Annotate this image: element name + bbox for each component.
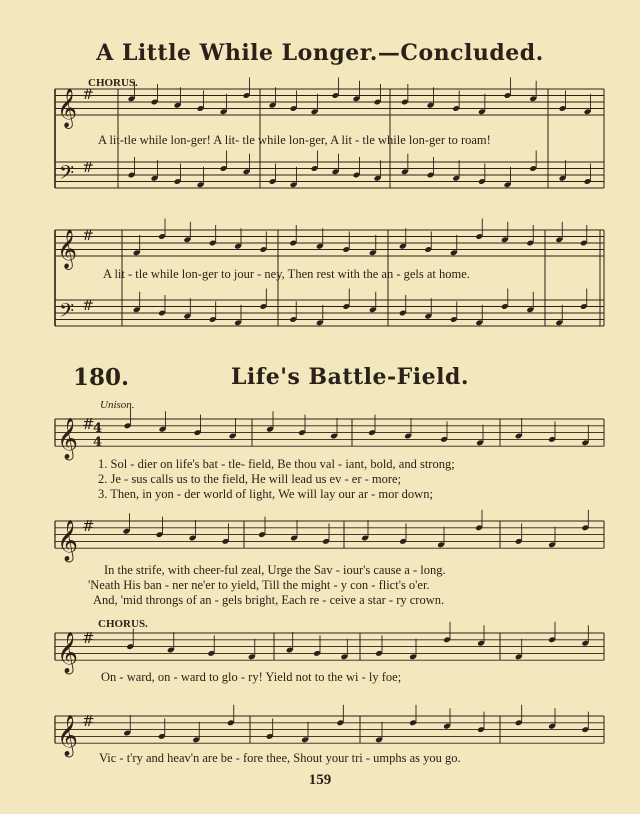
time-signature-icon: 4 (93, 421, 103, 436)
sharp-icon: # (82, 159, 94, 176)
bass-clef-icon: 𝄢 (59, 160, 75, 189)
sharp-icon: # (82, 86, 94, 103)
treble-clef-icon: 𝄞 (57, 88, 77, 127)
hymn-title-concluded: A Little While Longer.—Concluded. (96, 40, 544, 66)
verse3-line1: 3. Then, in yon - der world of light, We will lay our ar - mor down; (98, 487, 433, 501)
lyric-line-p1-2: A lit - tle while lon-ger to jour - ney, Then rest with the an - gels at home. (103, 267, 470, 281)
sharp-icon: # (82, 517, 95, 536)
hymn-title-lifes-battle-field: Life's Battle-Field. (230, 364, 470, 390)
chorus-line-2: Vic - t'ry and heav'n are be - fore thee, Shout your tri - umphs as you go. (99, 751, 461, 765)
hymn-number: 180. (73, 364, 130, 391)
verse2-line1: 2. Je - sus calls us to the field, He will lead us ev - er - more; (98, 472, 402, 486)
sharp-icon: # (82, 629, 95, 648)
bass-clef-icon: 𝄢 (59, 298, 75, 327)
verse1-line1: 1. Sol - dier on life's bat - tle- field, Be thou val - iant, bold, and strong; (98, 457, 455, 471)
verse3-line2: And, 'mid throngs of an - gels bright, Each re - ceive a star - ry crown. (93, 593, 445, 607)
time-signature-icon: 4 (93, 435, 103, 450)
sharp-icon: # (82, 297, 94, 314)
lyric-line-p1-1: A lit-tle while lon-ger! A lit- tle while lon-ger, A lit - tle while lon-ger to roam! (98, 133, 491, 147)
verse2-line2: 'Neath His ban - ner ne'er to yield, Till the might - y con - flict's o'er. (88, 578, 430, 592)
treble-clef-icon: 𝄞 (57, 418, 78, 460)
chorus-line-1: On - ward, on - ward to glo - ry! Yield not to the wi - ly foe; (101, 670, 402, 684)
chorus-label-2: CHORUS. (98, 618, 148, 630)
sharp-icon: # (82, 227, 94, 244)
treble-clef-icon: 𝄞 (57, 715, 78, 757)
treble-clef-icon: 𝄞 (57, 520, 78, 562)
page-number: 159 (308, 772, 332, 788)
sharp-icon: # (82, 415, 95, 434)
sharp-icon: # (82, 712, 95, 731)
treble-clef-icon: 𝄞 (57, 229, 77, 268)
unison-label: Unison. (100, 399, 135, 411)
treble-clef-icon: 𝄞 (57, 632, 78, 674)
verse1-line2: In the strife, with cheer-ful zeal, Urge the Sav - iour's cause a - long. (104, 563, 446, 577)
chorus-label-1: CHORUS. (88, 77, 138, 89)
